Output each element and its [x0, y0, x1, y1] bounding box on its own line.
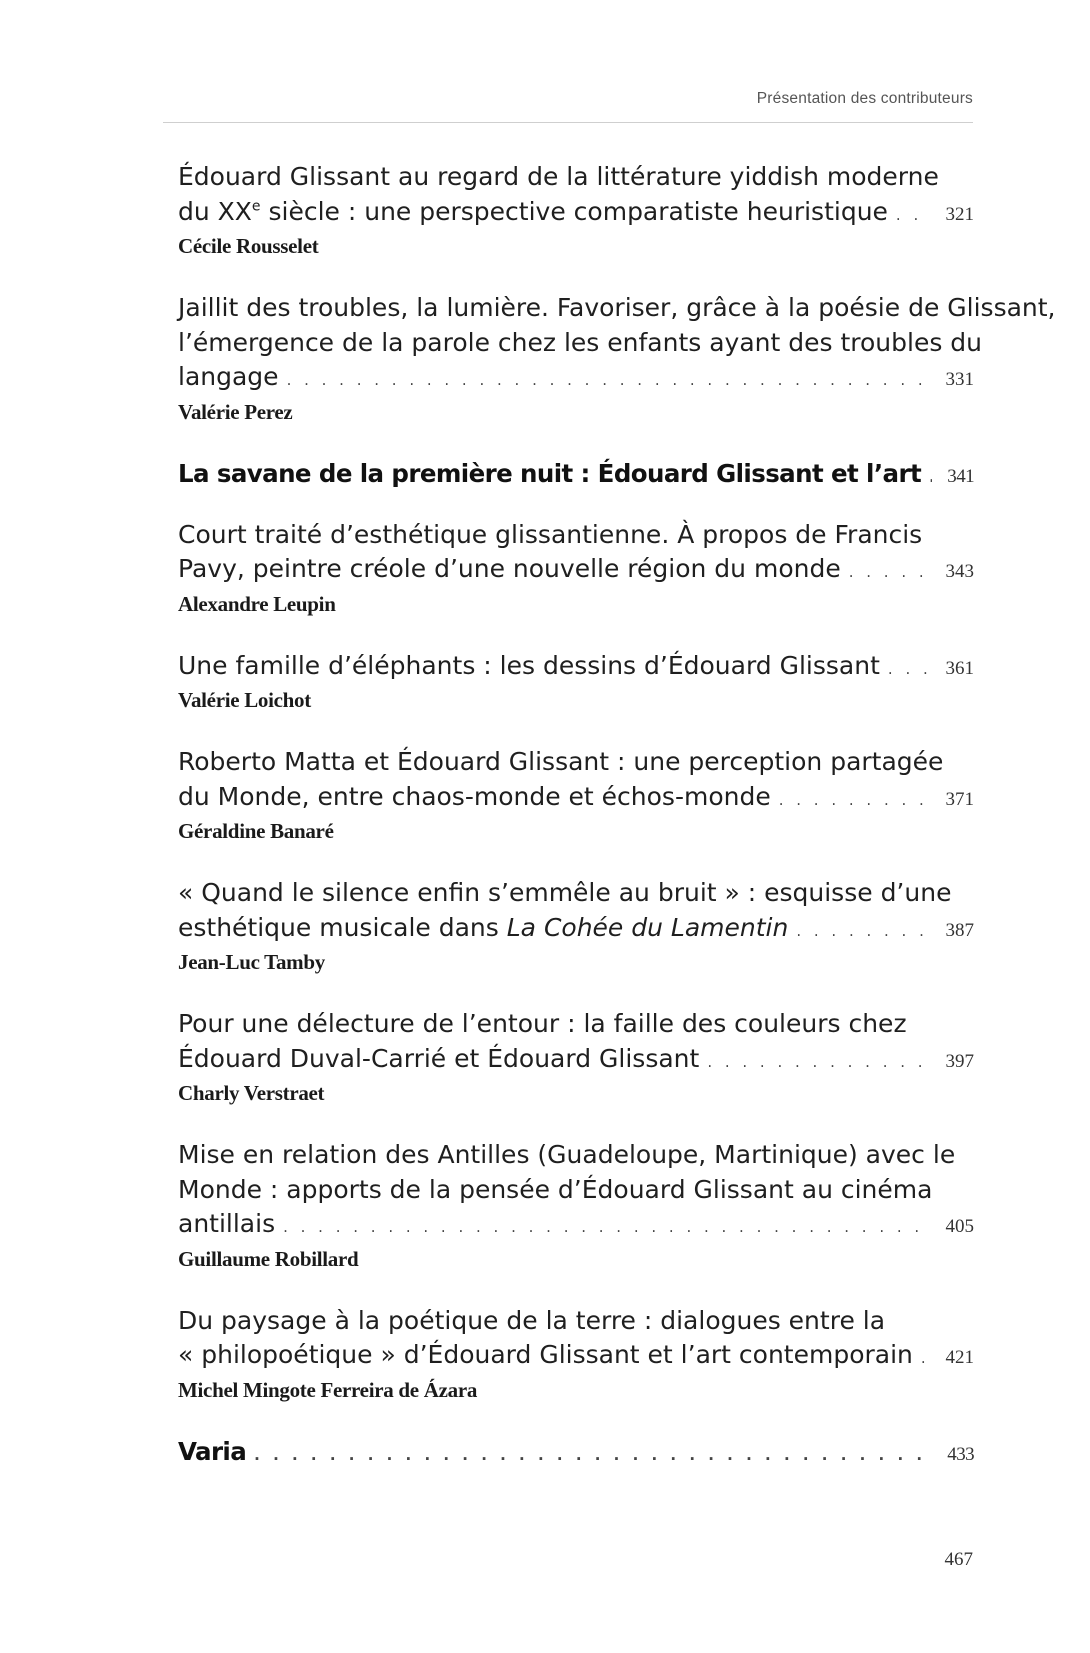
dot-leader [849, 555, 932, 590]
title-last-line [178, 649, 974, 687]
title-last-line [178, 195, 974, 233]
title-line: « philopoétique » d’Édouard Glissant et l’art contemporain [178, 1340, 913, 1369]
entry-title [178, 1007, 974, 1079]
title-text: esthétique musicale dans [178, 912, 507, 942]
section-title-line [178, 1435, 974, 1472]
entry-title [178, 160, 974, 232]
page-number: 341 [947, 465, 974, 487]
page-number: 331 [945, 369, 974, 390]
entry-title [178, 1304, 974, 1376]
toc-entry-banare[interactable] [178, 745, 974, 845]
table-of-contents [178, 160, 1056, 1496]
title-line: Pour une délecture de l’entour : la faille des couleurs chez [178, 1009, 907, 1038]
title-line: Du paysage à la poétique de la terre : dialogues entre la [178, 1305, 886, 1335]
title-last-line [178, 1207, 974, 1245]
toc-entry-azara[interactable] [178, 1304, 974, 1404]
title-line: langage [178, 362, 279, 391]
author-name: Jean-Luc Tamby [178, 950, 325, 974]
title-line: Une famille d’éléphants : les dessins d’Édouard Glissant [178, 650, 880, 680]
superscript: e [251, 198, 261, 215]
toc-entry-robillard[interactable] [178, 1138, 974, 1273]
entry-title [178, 745, 974, 817]
toc-entry-rousselet[interactable] [178, 160, 974, 260]
title-line: Édouard Glissant au regard de la littérature yiddish moderne [178, 162, 939, 191]
section-title: Varia [178, 1436, 247, 1466]
dot-leader [707, 1045, 932, 1080]
italic-work-title: La Cohée du Lamentin [506, 912, 789, 942]
toc-section-savane[interactable] [178, 457, 974, 494]
title-line: Édouard Duval-Carrié et Édouard Glissant [178, 1043, 700, 1073]
title-last-line [178, 1338, 974, 1376]
page-number: 361 [945, 657, 974, 679]
title-line: Court traité d’esthétique glissantienne. À propos de Francis [178, 519, 923, 549]
title-last-line [178, 552, 974, 590]
dot-leader [796, 914, 932, 949]
title-line: Mise en relation des Antilles (Guadeloupe, Martinique) avec le [178, 1140, 956, 1169]
page-number: 433 [947, 1443, 974, 1465]
page-number: 421 [945, 1347, 974, 1368]
toc-entry-verstraet[interactable] [178, 1007, 974, 1107]
title-line: « Quand le silence enfin s’emmêle au bruit » : esquisse d’une [178, 878, 952, 907]
page-number: 397 [945, 1050, 974, 1072]
title-line: Monde : apports de la pensée d’Édouard Glissant au cinéma [178, 1174, 933, 1204]
toc-entry-loichot[interactable] [178, 649, 974, 715]
author-name: Valérie Loichot [178, 688, 311, 712]
entry-title [178, 1138, 974, 1245]
dot-leader [779, 783, 932, 818]
dot-leader [283, 1210, 932, 1245]
title-line: Roberto Matta et Édouard Glissant : une perception partagée [178, 747, 944, 776]
title-text: siècle : une perspective comparatiste heuristique [260, 196, 888, 226]
title-line: du Monde, entre chaos-monde et échos-monde [178, 781, 771, 811]
toc-entry-tamby[interactable] [178, 876, 974, 976]
header-rule [163, 122, 973, 123]
dot-leader [896, 198, 932, 233]
title-last-line [178, 1042, 974, 1080]
title-line: Jaillit des troubles, la lumière. Favoriser, grâce à la poésie de Glissant, [178, 293, 1056, 322]
title-line [178, 911, 788, 946]
entry-title [178, 518, 974, 590]
title-line: Pavy, peintre créole d’une nouvelle région du monde [178, 554, 841, 583]
title-last-line [178, 780, 974, 818]
page-number: 371 [945, 788, 974, 810]
entry-title [178, 876, 974, 948]
page-number: 387 [945, 919, 974, 941]
toc-entry-perez[interactable] [178, 291, 1056, 426]
author-name: Guillaume Robillard [178, 1246, 359, 1271]
page-number: 321 [945, 203, 974, 225]
dot-leader [254, 1438, 932, 1472]
author-name: Alexandre Leupin [178, 591, 336, 616]
title-line: antillais [178, 1209, 276, 1238]
section-title-line [178, 457, 974, 494]
dot-leader [888, 652, 932, 687]
author-name: Michel Mingote Ferreira de Ázara [178, 1377, 478, 1402]
running-head: Présentation des contributeurs [756, 90, 973, 107]
section-title: La savane de la première nuit : Édouard Glissant et l’art [178, 458, 922, 488]
dot-leader [921, 1341, 932, 1376]
title-text: du XX [178, 196, 252, 226]
title-line: l’émergence de la parole chez les enfants ayant des troubles du [178, 327, 983, 357]
author-name: Charly Verstraet [178, 1081, 325, 1105]
title-last-line [178, 360, 974, 398]
toc-entry-leupin[interactable] [178, 518, 974, 618]
author-name: Géraldine Banaré [178, 819, 334, 843]
entry-title [178, 649, 974, 687]
entry-title [178, 291, 1056, 398]
toc-section-varia[interactable] [178, 1435, 974, 1472]
page-folio: 467 [944, 1549, 973, 1570]
page-number: 343 [945, 561, 974, 582]
title-last-line [178, 911, 974, 949]
page-number: 405 [945, 1216, 974, 1237]
title-line [178, 195, 888, 230]
author-name: Valérie Perez [178, 399, 293, 424]
dot-leader [287, 363, 932, 398]
author-name: Cécile Rousselet [178, 234, 319, 258]
dot-leader [929, 460, 932, 494]
